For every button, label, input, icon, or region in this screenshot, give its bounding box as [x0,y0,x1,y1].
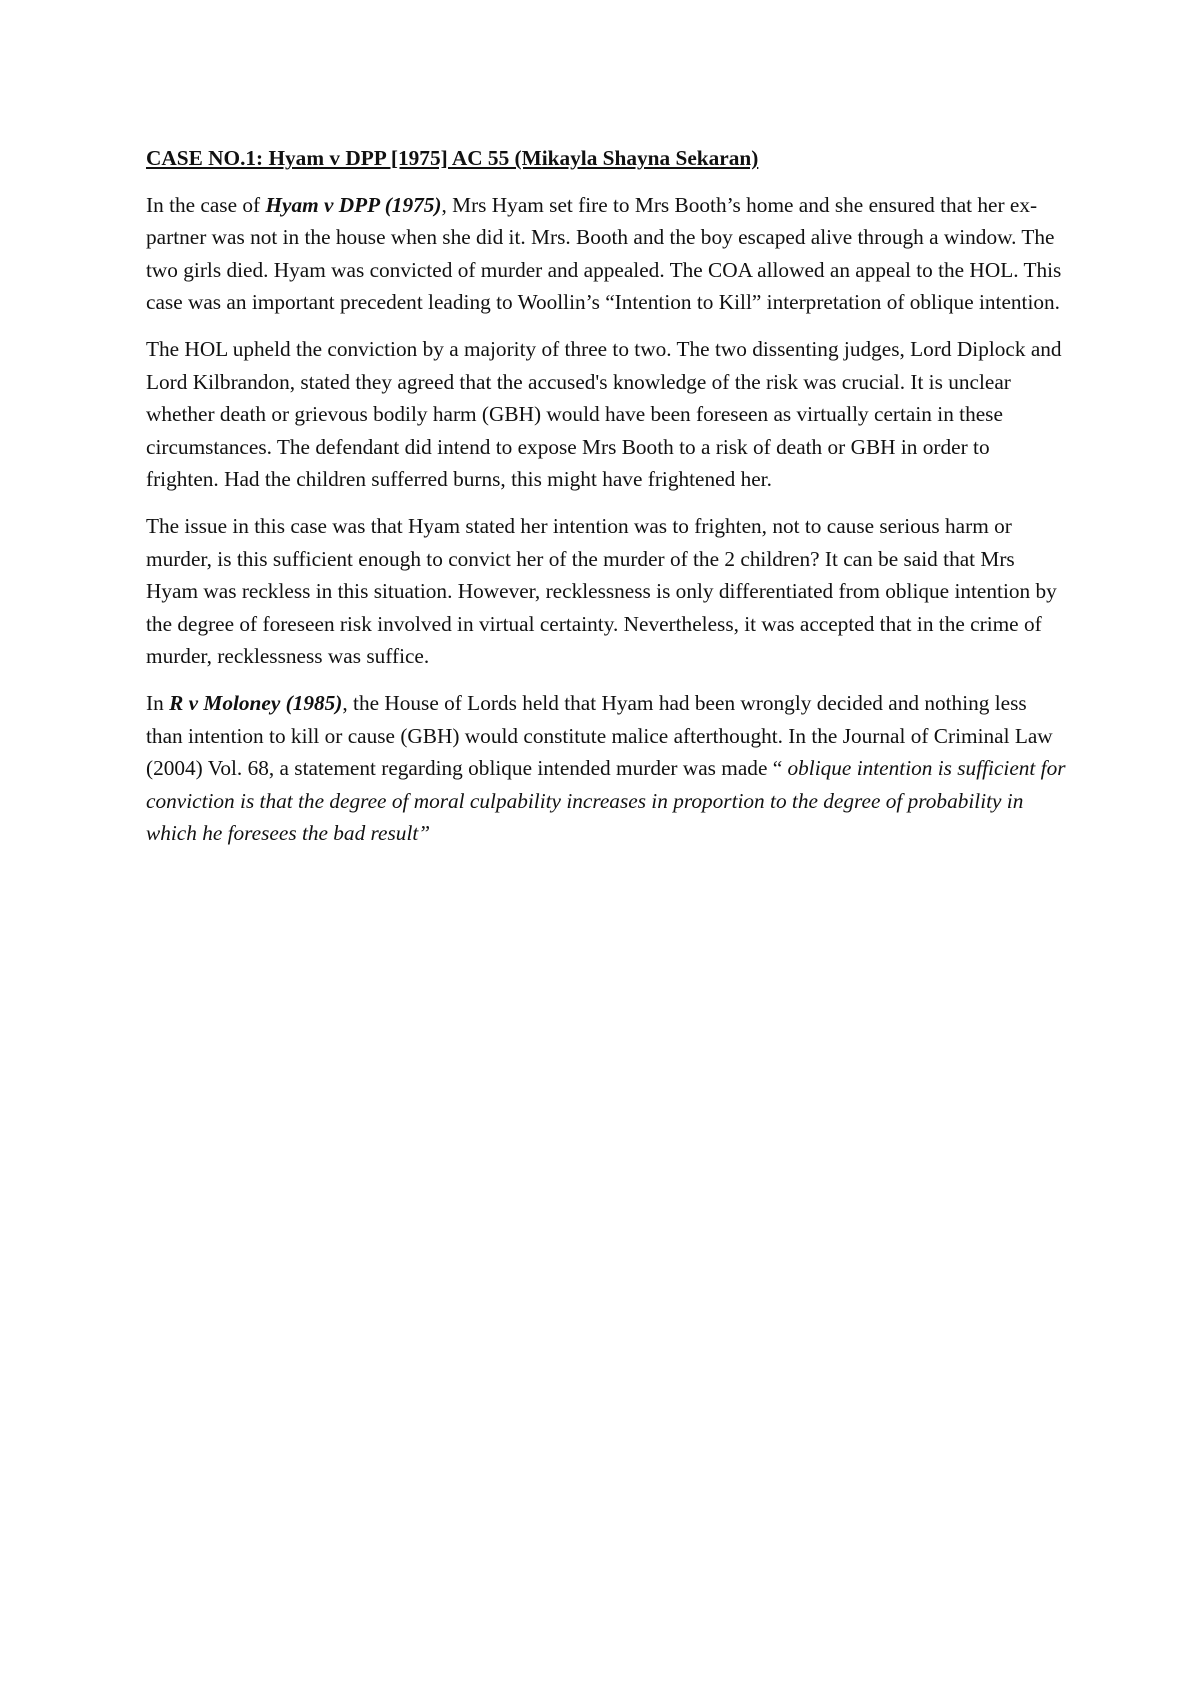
text-segment: In the case of [146,192,266,217]
text-segment: , the House of Lords held that Hyam had been wrongly decided and nothing less than intention to kill or cause (GBH) would constitute malice afterthought. In the Journal of Criminal Law (2004) Vol. 68, a statement regarding oblique intended murder was made “ [146,690,1053,781]
text-segment: ” [418,821,431,846]
paragraph-judgment [146,333,1066,496]
paragraph-issue [146,510,1066,673]
text-segment: The HOL upheld the conviction by a majority of three to two. The two dissenting judges, Lord Diplock and Lord Kilbrandon, stated they agreed that the accused's knowledge of the risk was crucial. It is unclear whether death or grievous bodily harm (GBH) would have been foreseen as virtually certain in these circumstances. The defendant did intend to expose Mrs Booth to a risk of death or GBH in order to frighten. Had the children sufferred burns, this might have frightened her. [146,336,1062,492]
quotation: oblique intention is sufficient for conviction is that the degree of moral culpability increases in proportion to the degree of probability in which he foresees the bad result [146,756,1066,846]
document-body [146,142,1066,864]
paragraph-moloney [146,687,1066,850]
paragraph-facts [146,189,1066,319]
case-heading: CASE NO.1: Hyam v DPP [1975] AC 55 (Mikayla Shayna Sekaran) [146,146,759,170]
text-segment: , Mrs Hyam set fire to Mrs Booth’s home and she ensured that her ex-partner was not in the house when she did it. Mrs. Booth and the boy escaped alive through a window. The two girls died. Hyam was convicted of murder and appealed. The COA allowed an appeal to the HOL. This case was an important precedent leading to Woollin’s “Intention to Kill” interpretation of oblique intention. [146,192,1062,315]
case-citation: Hyam v DPP (1975) [265,192,442,217]
case-citation: R v Moloney (1985) [169,690,343,715]
text-segment: The issue in this case was that Hyam stated her intention was to frighten, not to cause serious harm or murder, is this sufficient enough to convict her of the murder of the 2 children? It can be said that Mrs Hyam was reckless in this situation. However, recklessness is only differentiated from oblique intention by the degree of foreseen risk involved in virtual certainty. Nevertheless, it was accepted that in the crime of murder, recklessness was suffice. [146,513,1057,669]
text-segment: In [146,690,170,715]
